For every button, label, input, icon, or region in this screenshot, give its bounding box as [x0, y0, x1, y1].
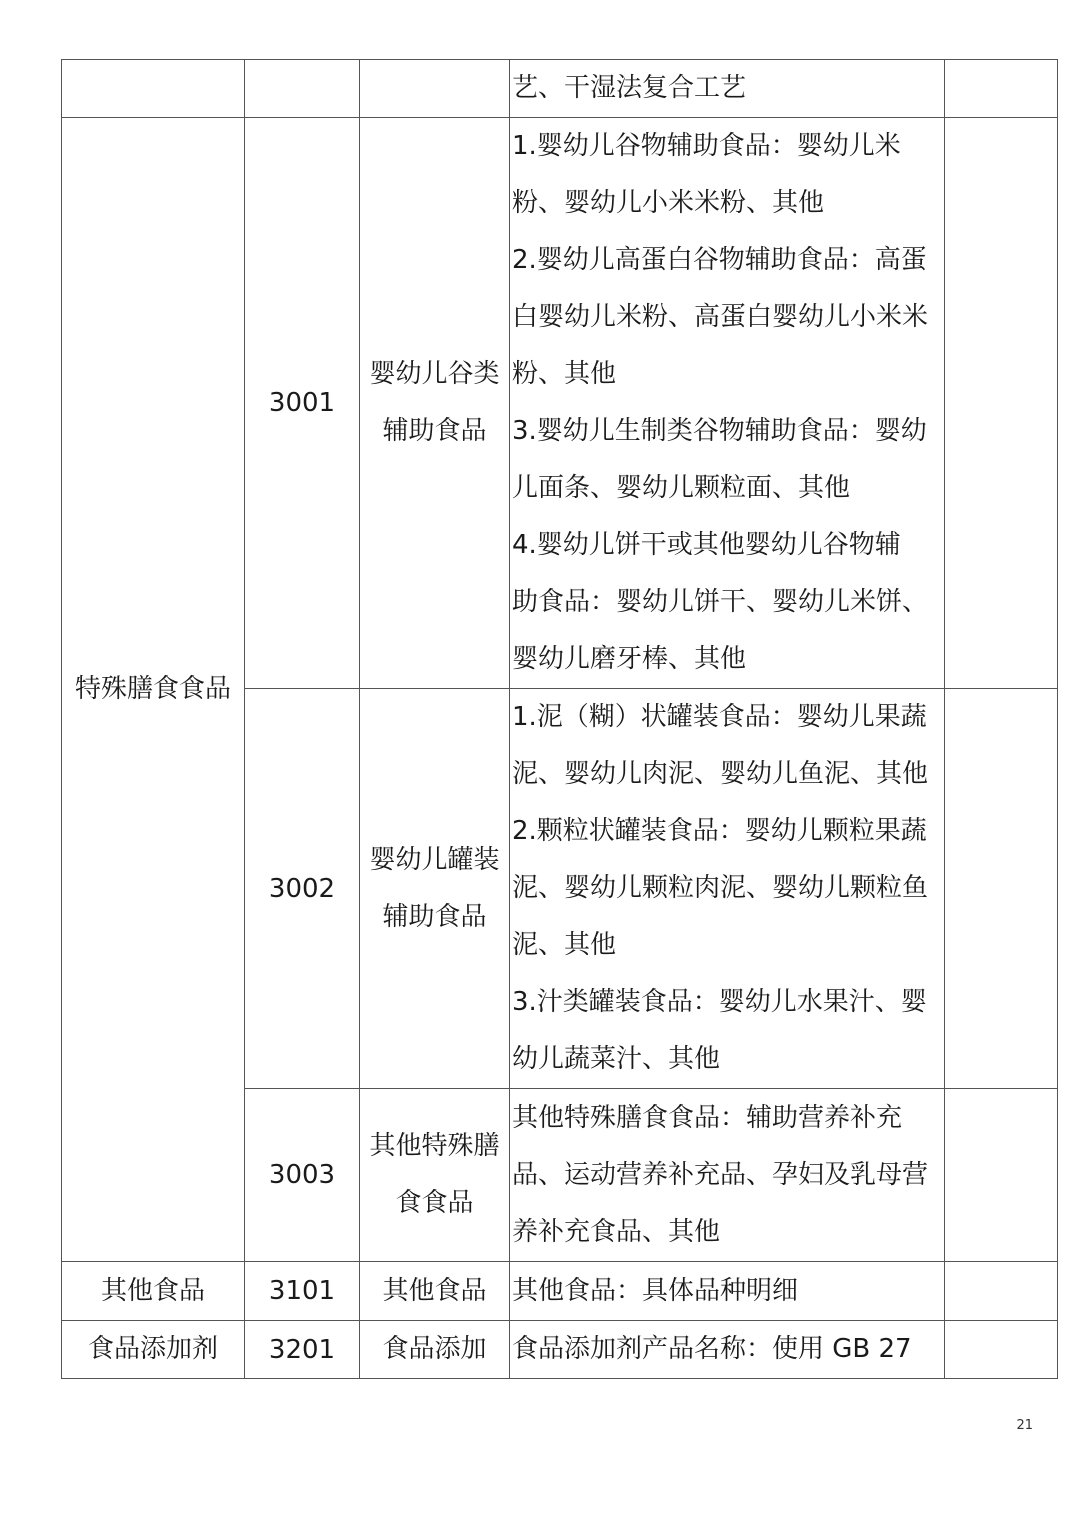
- code-value: 3003: [268, 1160, 336, 1190]
- description-line: 4.婴幼儿饼干或其他婴幼儿谷物辅: [512, 530, 901, 560]
- category-label: 特殊膳食食品: [74, 674, 231, 704]
- category-cell: 食品添加剂: [62, 1321, 245, 1379]
- description-cell: [510, 118, 945, 689]
- code-cell: [245, 60, 360, 118]
- description-line: 养补充食品、其他: [512, 1216, 721, 1247]
- name-cell: [360, 118, 510, 689]
- description-cell: 其他食品：具体品种明细: [510, 1262, 945, 1321]
- category-cell: [62, 60, 245, 118]
- code-cell: [245, 118, 360, 689]
- category-cell: [62, 118, 245, 1262]
- note-cell: [945, 1262, 1058, 1321]
- name-cell: [360, 60, 510, 118]
- description-line: 泥、婴幼儿颗粒肉泥、婴幼儿颗粒鱼: [512, 873, 929, 903]
- description-line: 白婴幼儿米粉、高蛋白婴幼儿小米米: [512, 302, 929, 332]
- description-cell: [510, 1089, 945, 1262]
- name-cell: 其他食品: [360, 1262, 510, 1321]
- code-cell: 3101: [245, 1262, 360, 1321]
- table-row: [62, 60, 1058, 118]
- description-cell: [510, 689, 945, 1089]
- table-row: [62, 118, 1058, 689]
- name-value: 婴幼儿罐装辅助食品: [369, 844, 500, 932]
- description-line: 其他特殊膳食食品：辅助营养补充: [512, 1102, 903, 1133]
- code-value: 3002: [268, 873, 336, 904]
- name-value: 婴幼儿谷类辅助食品: [369, 359, 500, 446]
- description-line: 婴幼儿磨牙棒、其他: [512, 644, 747, 674]
- description-line: 泥、其他: [512, 930, 617, 960]
- description-line: 2.颗粒状罐装食品：婴幼儿颗粒果蔬: [512, 816, 927, 846]
- category-cell: 其他食品: [62, 1262, 245, 1321]
- description-line: 品、运动营养补充品、孕妇及乳母营: [512, 1159, 929, 1190]
- name-cell: [360, 1089, 510, 1262]
- note-cell: [945, 60, 1058, 118]
- code-value: 3001: [268, 388, 336, 418]
- description-line: 助食品：婴幼儿饼干、婴幼儿米饼、: [512, 587, 929, 617]
- note-cell: [945, 1089, 1058, 1262]
- note-cell: [945, 689, 1058, 1089]
- name-value: 其他特殊膳食食品: [369, 1131, 500, 1218]
- table-row: [62, 1321, 1058, 1379]
- food-category-table: [61, 59, 1058, 1379]
- description-line: 粉、婴幼儿小米米粉、其他: [512, 188, 825, 218]
- name-cell: [360, 689, 510, 1089]
- description-line: 1.婴幼儿谷物辅助食品：婴幼儿米: [512, 131, 901, 161]
- name-cell: 食品添加: [360, 1321, 510, 1379]
- description-line: 2.婴幼儿高蛋白谷物辅助食品：高蛋: [512, 245, 927, 275]
- description-cell: 食品添加剂产品名称：使用 GB 27: [510, 1321, 945, 1379]
- table-row: [62, 1262, 1058, 1321]
- note-cell: [945, 1321, 1058, 1379]
- description-line: 粉、其他: [512, 359, 617, 389]
- description-line: 幼儿蔬菜汁、其他: [512, 1044, 721, 1074]
- description-line: 1.泥（糊）状罐装食品：婴幼儿果蔬: [512, 702, 927, 732]
- description-cell: 艺、干湿法复合工艺: [510, 60, 945, 118]
- description-line: 儿面条、婴幼儿颗粒面、其他: [512, 473, 851, 503]
- description-line: 3.婴幼儿生制类谷物辅助食品：婴幼: [512, 416, 927, 446]
- note-cell: [945, 118, 1058, 689]
- code-cell: [245, 689, 360, 1089]
- page-number: 21: [1016, 1418, 1033, 1433]
- description-line: 泥、婴幼儿肉泥、婴幼儿鱼泥、其他: [512, 759, 929, 789]
- code-cell: 3201: [245, 1321, 360, 1379]
- description-line: 3.汁类罐装食品：婴幼儿水果汁、婴: [512, 987, 927, 1017]
- code-cell: [245, 1089, 360, 1262]
